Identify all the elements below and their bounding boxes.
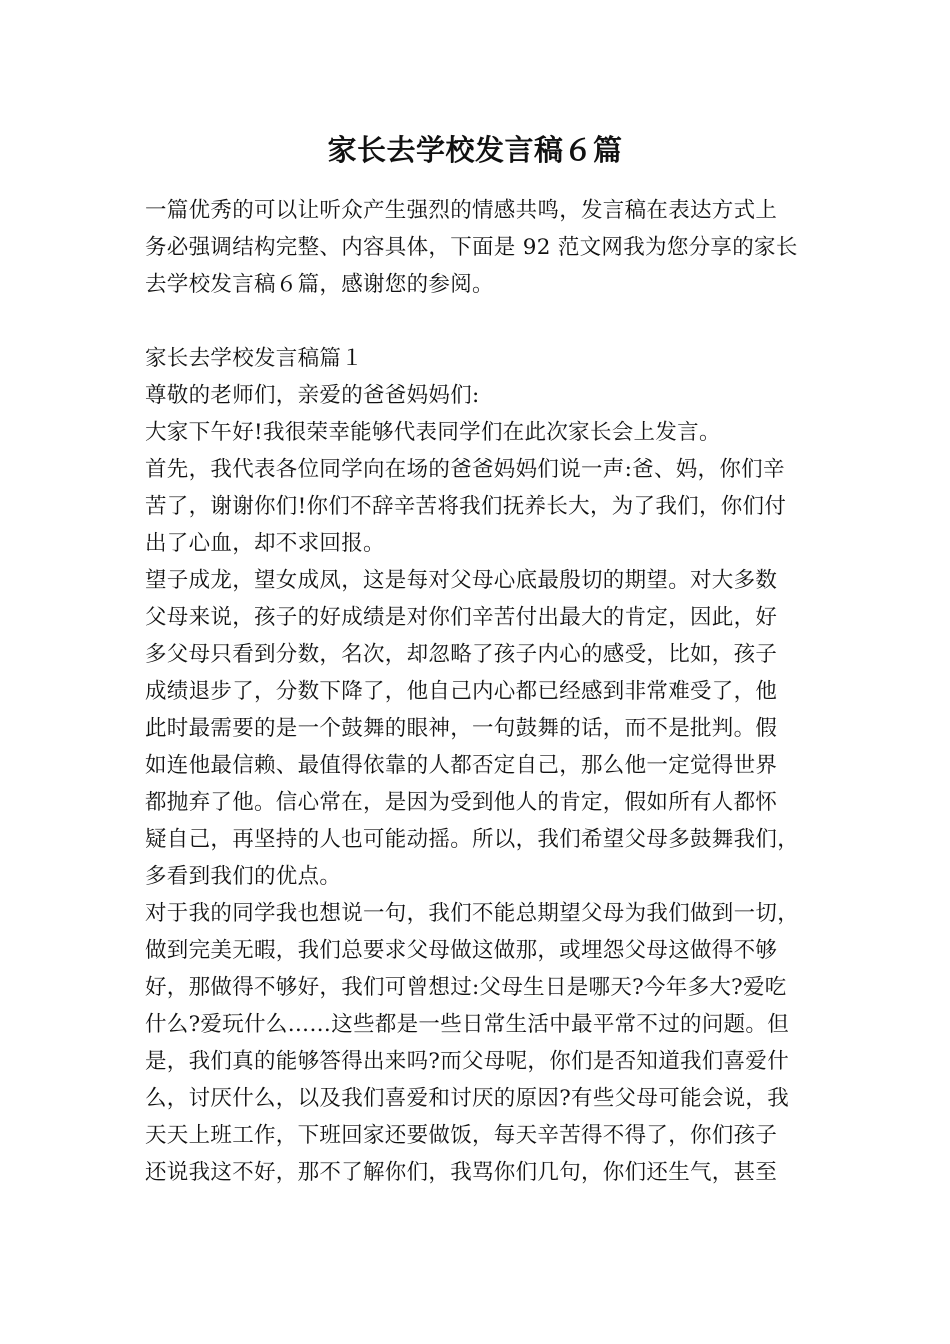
body-line: 还说我这不好，那不了解你们，我骂你们几句，你们还生气，甚至 <box>145 1160 778 1185</box>
body-line: 苦了，谢谢你们!你们不辞辛苦将我们抚养长大，为了我们，你们付 <box>145 494 787 519</box>
body-line: 尊敬的老师们，亲爱的爸爸妈妈们: <box>145 383 480 408</box>
body-line: 多父母只看到分数，名次，却忽略了孩子内心的感受，比如，孩子 <box>145 642 778 667</box>
body-line: 对于我的同学我也想说一句，我们不能总期望父母为我们做到一切， <box>145 901 800 926</box>
body-line: 成绩退步了，分数下降了，他自己内心都已经感到非常难受了，他 <box>145 679 778 704</box>
intro-line: 一篇优秀的可以让听众产生强烈的情感共鸣，发言稿在表达方式上 <box>145 198 778 223</box>
body-line: 天天上班工作，下班回家还要做饭，每天辛苦得不得了，你们孩子 <box>145 1123 778 1148</box>
body-line: 如连他最信赖、最值得依靠的人都否定自己，那么他一定觉得世界 <box>145 753 778 778</box>
body-line: 父母来说，孩子的好成绩是对你们辛苦付出最大的肯定，因此，好 <box>145 605 778 630</box>
body-line: 么，讨厌什么，以及我们喜爱和讨厌的原因?有些父母可能会说，我 <box>145 1086 790 1111</box>
intro-line: 务必强调结构完整、内容具体，下面是 92 范文网我为您分享的家长 <box>145 235 798 260</box>
document-title: 家长去学校发言稿６篇 <box>327 133 623 167</box>
body-line: 大家下午好!我很荣幸能够代表同学们在此次家长会上发言。 <box>145 420 721 445</box>
body-line: 什么?爱玩什么……这些都是一些日常生活中最平常不过的问题。但 <box>145 1012 790 1037</box>
body-line: 好，那做得不够好，我们可曾想过:父母生日是哪天?今年多大?爱吃 <box>145 975 787 1000</box>
section-heading: 家长去学校发言稿篇１ <box>145 346 364 371</box>
intro-line: 去学校发言稿６篇，感谢您的参阅。 <box>145 272 494 297</box>
body-line: 望子成龙，望女成凤，这是每对父母心底最殷切的期望。对大多数 <box>145 568 778 593</box>
body-line: 疑自己，再坚持的人也可能动摇。所以，我们希望父母多鼓舞我们， <box>145 827 800 852</box>
body-line: 首先，我代表各位同学向在场的爸爸妈妈们说一声:爸、妈，你们辛 <box>145 457 785 482</box>
body-line: 出了心血，却不求回报。 <box>145 531 385 556</box>
body-line: 此时最需要的是一个鼓舞的眼神，一句鼓舞的话，而不是批判。假 <box>145 716 778 741</box>
document-body <box>145 192 825 1191</box>
body-line: 做到完美无暇，我们总要求父母做这做那，或埋怨父母这做得不够 <box>145 938 778 963</box>
paragraph-gap <box>145 303 825 340</box>
body-line: 多看到我们的优点。 <box>145 864 342 889</box>
body-line: 是，我们真的能够答得出来吗?而父母呢，你们是否知道我们喜爱什 <box>145 1049 790 1074</box>
body-line: 都抛弃了他。信心常在，是因为受到他人的肯定，假如所有人都怀 <box>145 790 778 815</box>
